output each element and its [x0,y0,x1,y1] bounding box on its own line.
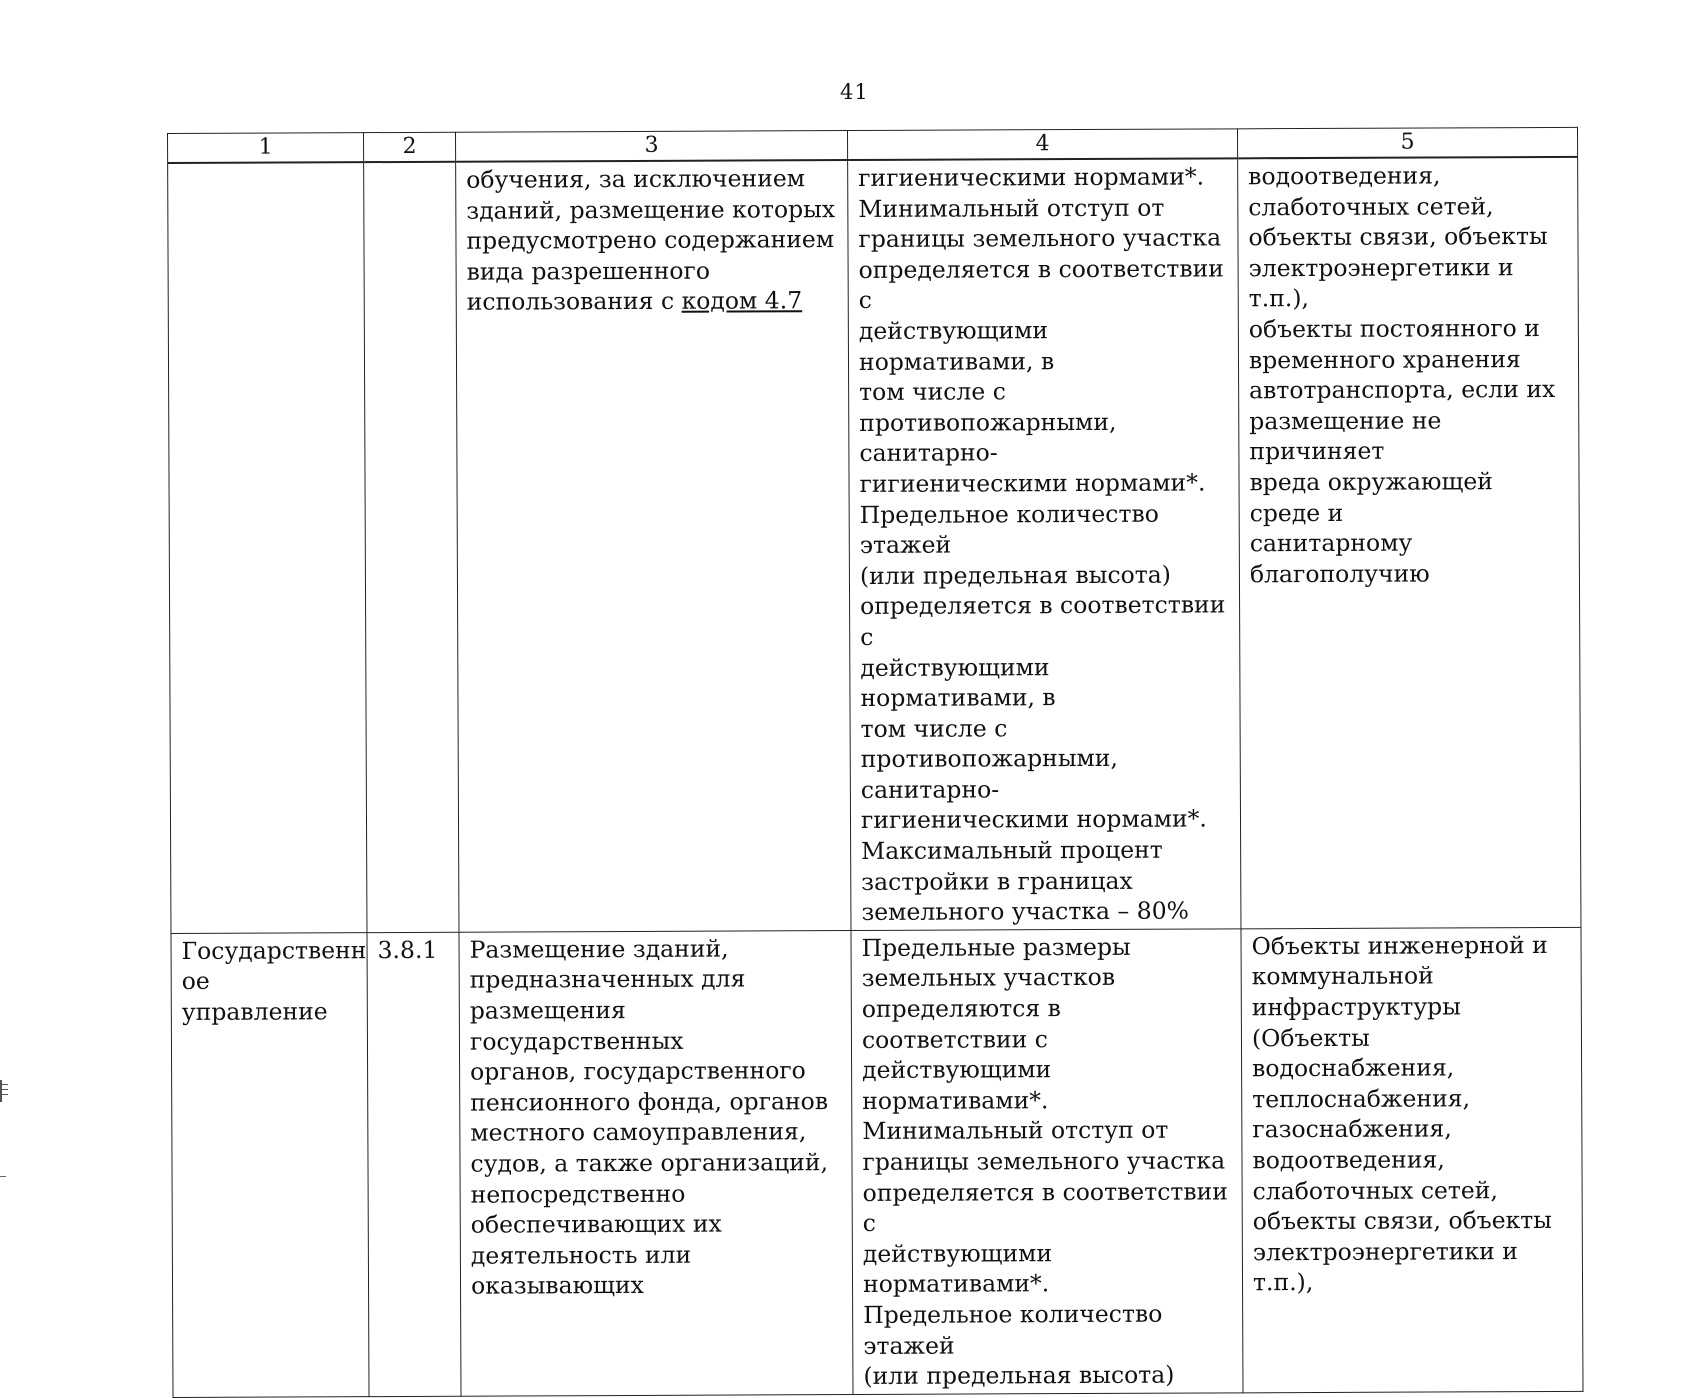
cell-use-code: 3.8.1 [367,932,461,1396]
cell-use-name [168,162,367,933]
cell-auxiliary-uses: водоотведения, слаботочных сетей, объекты связи, объекты электроэнергетики и т.п.), объекты постоянного и временного хранения автотранспорта, если их размещение не причиняет вреда окружающей среде и санитарному благополучию [1238,157,1581,929]
cell-use-code [364,162,459,933]
cell-use-name: Государственн ое управление [171,932,369,1397]
cell-parameters: Предельные размеры земельных участков определяются в соответствии с действующими нормативами*. Минимальный отступ от границы земельного участка определяется в соответствии с действующими нормативами*. Предельное количество этажей (или предельная высота) [851,929,1243,1395]
column-header-5: 5 [1237,127,1577,158]
column-header-4: 4 [847,129,1237,160]
cell-parameters: гигиеническими нормами*. Минимальный отступ от границы земельного участка определяется в соответствии с действующими нормативами, в том числе с противопожарными, санитарно- гигиеническими нормами*. Предельное количество этажей (или предельная высота) определяется в соответствии с действующими нормативами, в том числе с противопожарными, санитарно- гигиеническими нормами*. Максимальный процент застройки в границах земельного участка – 80% [848,158,1241,930]
cell-auxiliary-uses: Объекты инженерной и коммунальной инфраструктуры (Объекты водоснабжения, теплоснабжения, газоснабжения, водоотведения, слаботочных сетей, объекты связи, объекты электроэнергетики и т.п.), [1241,927,1583,1392]
column-header-2: 2 [364,132,456,162]
page-number: 41 [840,80,869,104]
column-header-3: 3 [455,131,847,162]
cell-use-description: Размещение зданий, предназначенных для размещения государственных органов, государственного пенсионного фонда, органов местного самоуправления, судов, а также организаций, непосредственно обеспечивающих их деятельность или оказывающих [459,930,853,1396]
scan-edge-mark [0,1080,8,1102]
scan-edge-dash [0,1176,6,1177]
table-row [171,927,1583,1397]
code-link[interactable]: кодом 4.7 [681,286,803,316]
cell-use-description [456,160,851,932]
column-header-1: 1 [168,133,364,163]
table-row [168,157,1581,933]
description-text: обучения, за исключением зданий, размещение которых предусмотрено содержанием вида разрешенного использования с [466,164,836,317]
regulations-table [167,127,1584,1398]
